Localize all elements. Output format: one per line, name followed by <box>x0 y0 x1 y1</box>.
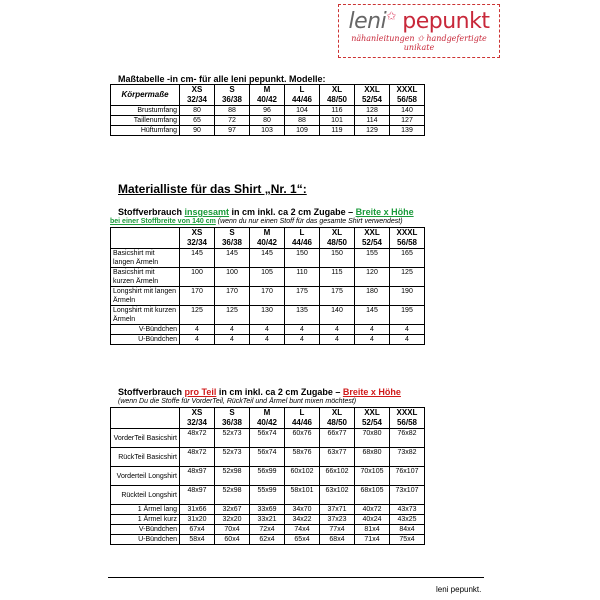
row-label: Basicshirt mit langen Ärmeln <box>111 249 180 268</box>
table-cell: 170 <box>250 287 285 306</box>
table-cell: 4 <box>320 335 355 345</box>
table-cell: 128 <box>355 106 390 116</box>
table-cell: 4 <box>355 335 390 345</box>
total-usage-table <box>110 227 425 345</box>
logo-tagline: nähanleitungen ✩ handgefertigte unikate <box>351 34 487 52</box>
size-letter: XL <box>331 85 343 94</box>
table-cell: 73x107 <box>390 486 425 505</box>
size-header <box>320 408 355 429</box>
table-cell: 37x23 <box>320 515 355 525</box>
table-cell: 67x4 <box>180 525 215 535</box>
size-header <box>180 408 215 429</box>
size-letter: L <box>299 228 305 237</box>
table-cell: 4 <box>390 335 425 345</box>
table-cell: 52x98 <box>215 486 250 505</box>
size-number: 56/58 <box>396 418 418 427</box>
table-cell: 34x22 <box>285 515 320 525</box>
row-label: Hüftumfang <box>111 126 180 136</box>
part-usage-note: (wenn Du die Stoffe für VorderTeil, RückTeil und Ärmel bunt mixen möchtest) <box>118 398 357 405</box>
table-cell: 109 <box>285 126 320 136</box>
size-header <box>285 228 320 249</box>
header-row <box>111 408 425 429</box>
table-cell: 31x20 <box>180 515 215 525</box>
table-row <box>111 525 425 535</box>
total-usage-title: Stoffverbrauch insgesamt in cm inkl. ca 2 cm Zugabe – Breite x Höhe <box>118 207 414 217</box>
size-table <box>110 84 425 136</box>
size-number: 32/34 <box>186 95 208 104</box>
size-letter: L <box>299 85 305 94</box>
size-number: 52/54 <box>361 238 383 247</box>
size-header <box>285 408 320 429</box>
table-cell: 4 <box>285 325 320 335</box>
table-cell: 175 <box>320 287 355 306</box>
table-cell: 120 <box>355 268 390 287</box>
table-cell: 195 <box>390 306 425 325</box>
size-letter: XXL <box>364 228 380 237</box>
size-number: 56/58 <box>396 238 418 247</box>
table-cell: 40x24 <box>355 515 390 525</box>
table-cell: 62x4 <box>250 535 285 545</box>
row-label: RückTeil Basicshirt <box>111 448 180 467</box>
size-number: 32/34 <box>186 418 208 427</box>
table-row <box>111 448 425 467</box>
size-letter: XXXL <box>396 408 418 417</box>
table-cell: 115 <box>320 268 355 287</box>
table-cell: 48x97 <box>180 486 215 505</box>
row-label: Longshirt mit langen Ärmeln <box>111 287 180 306</box>
size-number: 40/42 <box>256 238 278 247</box>
table-cell: 145 <box>355 306 390 325</box>
table-cell: 48x97 <box>180 467 215 486</box>
table-cell: 103 <box>250 126 285 136</box>
size-header <box>390 85 425 106</box>
size-letter: XXXL <box>396 228 418 237</box>
table-cell: 125 <box>390 268 425 287</box>
table-cell: 4 <box>285 335 320 345</box>
table-row <box>111 515 425 525</box>
table-cell: 80 <box>180 106 215 116</box>
size-letter: S <box>229 408 235 417</box>
table-cell: 66x77 <box>320 429 355 448</box>
brand-logo <box>338 4 500 58</box>
row-label: Taillenumfang <box>111 116 180 126</box>
table-cell: 32x67 <box>215 505 250 515</box>
table-cell: 140 <box>390 106 425 116</box>
materials-title: Materialliste für das Shirt „Nr. 1“: <box>118 182 307 196</box>
table-cell: 180 <box>355 287 390 306</box>
size-header <box>215 228 250 249</box>
footer-divider <box>108 577 484 578</box>
size-letter: XS <box>191 228 203 237</box>
table-cell: 60x4 <box>215 535 250 545</box>
size-header <box>250 85 285 106</box>
row-label: U-Bündchen <box>111 535 180 545</box>
table-cell: 4 <box>180 325 215 335</box>
row-label: V-Bündchen <box>111 325 180 335</box>
table-cell: 76x82 <box>390 429 425 448</box>
table-cell: 4 <box>215 335 250 345</box>
table-cell: 48x72 <box>180 448 215 467</box>
size-letter: XS <box>191 85 203 94</box>
table-cell: 139 <box>390 126 425 136</box>
table-cell: 4 <box>320 325 355 335</box>
table-cell: 70x105 <box>355 467 390 486</box>
size-number: 36/38 <box>221 238 243 247</box>
table-cell: 80 <box>250 116 285 126</box>
table-cell: 56x74 <box>250 429 285 448</box>
table-cell: 145 <box>215 249 250 268</box>
table-cell: 100 <box>215 268 250 287</box>
table-row <box>111 486 425 505</box>
size-number: 52/54 <box>361 418 383 427</box>
table-cell: 101 <box>320 116 355 126</box>
table-cell: 88 <box>285 116 320 126</box>
size-letter: XXL <box>364 85 380 94</box>
table-cell: 43x73 <box>390 505 425 515</box>
size-letter: M <box>263 85 271 94</box>
size-letter: XL <box>331 408 343 417</box>
part-usage-title: Stoffverbrauch pro Teil in cm inkl. ca 2 cm Zugabe – Breite x Höhe <box>118 387 401 397</box>
table-cell: 32x20 <box>215 515 250 525</box>
row-label: VorderTeil Basicshirt <box>111 429 180 448</box>
table-cell: 81x4 <box>355 525 390 535</box>
size-letter: M <box>263 408 271 417</box>
table-cell: 70x80 <box>355 429 390 448</box>
table-cell: 60x76 <box>285 429 320 448</box>
size-letter: S <box>229 85 235 94</box>
table-cell: 4 <box>250 335 285 345</box>
table-cell: 74x4 <box>285 525 320 535</box>
table-row <box>111 306 425 325</box>
size-header <box>355 85 390 106</box>
table-cell: 175 <box>285 287 320 306</box>
size-letter: XL <box>331 228 343 237</box>
size-header <box>180 228 215 249</box>
size-header <box>390 408 425 429</box>
table-cell: 52x98 <box>215 467 250 486</box>
table-cell: 104 <box>285 106 320 116</box>
table-cell: 60x102 <box>285 467 320 486</box>
table-cell: 63x102 <box>320 486 355 505</box>
table-cell: 37x71 <box>320 505 355 515</box>
size-number: 40/42 <box>256 95 278 104</box>
table-row <box>111 467 425 486</box>
table-cell: 84x4 <box>390 525 425 535</box>
table-cell: 4 <box>355 325 390 335</box>
table-cell: 68x4 <box>320 535 355 545</box>
row-label: 1 Ärmel kurz <box>111 515 180 525</box>
table-cell: 70x4 <box>215 525 250 535</box>
table-cell: 65 <box>180 116 215 126</box>
size-number: 44/46 <box>291 418 313 427</box>
header-corner <box>111 408 180 429</box>
size-number: 48/50 <box>326 418 348 427</box>
table-cell: 33x69 <box>250 505 285 515</box>
size-number: 52/54 <box>361 95 383 104</box>
row-label: Brustumfang <box>111 106 180 116</box>
table-cell: 125 <box>215 306 250 325</box>
size-letter: M <box>263 228 271 237</box>
size-number: 48/50 <box>326 95 348 104</box>
table-cell: 52x73 <box>215 429 250 448</box>
table-cell: 72x4 <box>250 525 285 535</box>
table-cell: 52x73 <box>215 448 250 467</box>
table-cell: 165 <box>390 249 425 268</box>
table-cell: 105 <box>250 268 285 287</box>
table-cell: 65x4 <box>285 535 320 545</box>
header-corner <box>111 228 180 249</box>
size-header <box>250 228 285 249</box>
row-label: Rückteil Longshirt <box>111 486 180 505</box>
size-table-title: Maßtabelle -in cm- für alle leni pepunkt. Modelle: <box>118 74 326 84</box>
table-cell: 110 <box>285 268 320 287</box>
table-cell: 90 <box>180 126 215 136</box>
table-cell: 31x66 <box>180 505 215 515</box>
table-cell: 119 <box>320 126 355 136</box>
table-row <box>111 287 425 306</box>
table-row <box>111 268 425 287</box>
table-row <box>111 106 425 116</box>
table-cell: 97 <box>215 126 250 136</box>
table-cell: 116 <box>320 106 355 116</box>
table-cell: 114 <box>355 116 390 126</box>
table-row <box>111 505 425 515</box>
table-cell: 129 <box>355 126 390 136</box>
size-number: 44/46 <box>291 238 313 247</box>
size-header <box>285 85 320 106</box>
table-cell: 33x21 <box>250 515 285 525</box>
size-header <box>355 228 390 249</box>
table-row <box>111 535 425 545</box>
footer-text: leni pepunkt. <box>436 585 482 594</box>
table-row <box>111 325 425 335</box>
table-cell: 130 <box>250 306 285 325</box>
table-cell: 4 <box>215 325 250 335</box>
table-cell: 71x4 <box>355 535 390 545</box>
table-cell: 135 <box>285 306 320 325</box>
table-cell: 34x70 <box>285 505 320 515</box>
size-header <box>320 228 355 249</box>
table-cell: 63x77 <box>320 448 355 467</box>
table-cell: 58x76 <box>285 448 320 467</box>
table-cell: 48x72 <box>180 429 215 448</box>
size-header <box>180 85 215 106</box>
row-label: V-Bündchen <box>111 525 180 535</box>
size-letter: XS <box>191 408 203 417</box>
row-label: Basicshirt mit kurzen Ärmeln <box>111 268 180 287</box>
size-number: 36/38 <box>221 95 243 104</box>
table-row <box>111 249 425 268</box>
size-number: 36/38 <box>221 418 243 427</box>
star-icon: ✩ <box>386 9 396 23</box>
table-cell: 155 <box>355 249 390 268</box>
table-cell: 127 <box>390 116 425 126</box>
table-cell: 150 <box>285 249 320 268</box>
size-letter: S <box>229 228 235 237</box>
header-row <box>111 228 425 249</box>
size-number: 44/46 <box>291 95 313 104</box>
table-cell: 68x80 <box>355 448 390 467</box>
header-row <box>111 85 425 106</box>
part-usage-table <box>110 407 425 545</box>
size-header <box>250 408 285 429</box>
logo-wordmark: leni✩ pepunkt <box>348 9 490 34</box>
table-cell: 88 <box>215 106 250 116</box>
table-row <box>111 335 425 345</box>
size-header <box>355 408 390 429</box>
table-cell: 4 <box>250 325 285 335</box>
table-cell: 4 <box>180 335 215 345</box>
table-cell: 73x82 <box>390 448 425 467</box>
size-letter: XXXL <box>396 85 418 94</box>
table-row <box>111 126 425 136</box>
table-cell: 145 <box>250 249 285 268</box>
table-cell: 75x4 <box>390 535 425 545</box>
table-cell: 66x102 <box>320 467 355 486</box>
row-label: U-Bündchen <box>111 335 180 345</box>
size-number: 40/42 <box>256 418 278 427</box>
total-usage-note: bei einer Stoffbreite von 140 cm (wenn du nur einen Stoff für das gesamte Shirt verwendest) <box>110 218 403 225</box>
table-cell: 77x4 <box>320 525 355 535</box>
table-cell: 4 <box>390 325 425 335</box>
header-corner: Körpermaße <box>111 85 180 106</box>
table-cell: 58x4 <box>180 535 215 545</box>
table-cell: 58x101 <box>285 486 320 505</box>
table-cell: 56x74 <box>250 448 285 467</box>
table-cell: 140 <box>320 306 355 325</box>
table-cell: 125 <box>180 306 215 325</box>
table-cell: 170 <box>180 287 215 306</box>
table-cell: 55x99 <box>250 486 285 505</box>
size-header <box>215 408 250 429</box>
row-label: 1 Ärmel lang <box>111 505 180 515</box>
table-cell: 190 <box>390 287 425 306</box>
size-number: 32/34 <box>186 238 208 247</box>
table-cell: 72 <box>215 116 250 126</box>
size-number: 48/50 <box>326 238 348 247</box>
size-number: 56/58 <box>396 95 418 104</box>
table-cell: 40x72 <box>355 505 390 515</box>
row-label: Longshirt mit kurzen Ärmeln <box>111 306 180 325</box>
table-row <box>111 116 425 126</box>
size-header <box>390 228 425 249</box>
table-cell: 145 <box>180 249 215 268</box>
table-cell: 96 <box>250 106 285 116</box>
size-letter: XXL <box>364 408 380 417</box>
table-cell: 76x107 <box>390 467 425 486</box>
row-label: Vorderteil Longshirt <box>111 467 180 486</box>
table-cell: 56x99 <box>250 467 285 486</box>
size-header <box>215 85 250 106</box>
table-cell: 170 <box>215 287 250 306</box>
table-cell: 100 <box>180 268 215 287</box>
size-letter: L <box>299 408 305 417</box>
table-cell: 150 <box>320 249 355 268</box>
table-row <box>111 429 425 448</box>
size-header <box>320 85 355 106</box>
table-cell: 43x25 <box>390 515 425 525</box>
table-cell: 68x105 <box>355 486 390 505</box>
